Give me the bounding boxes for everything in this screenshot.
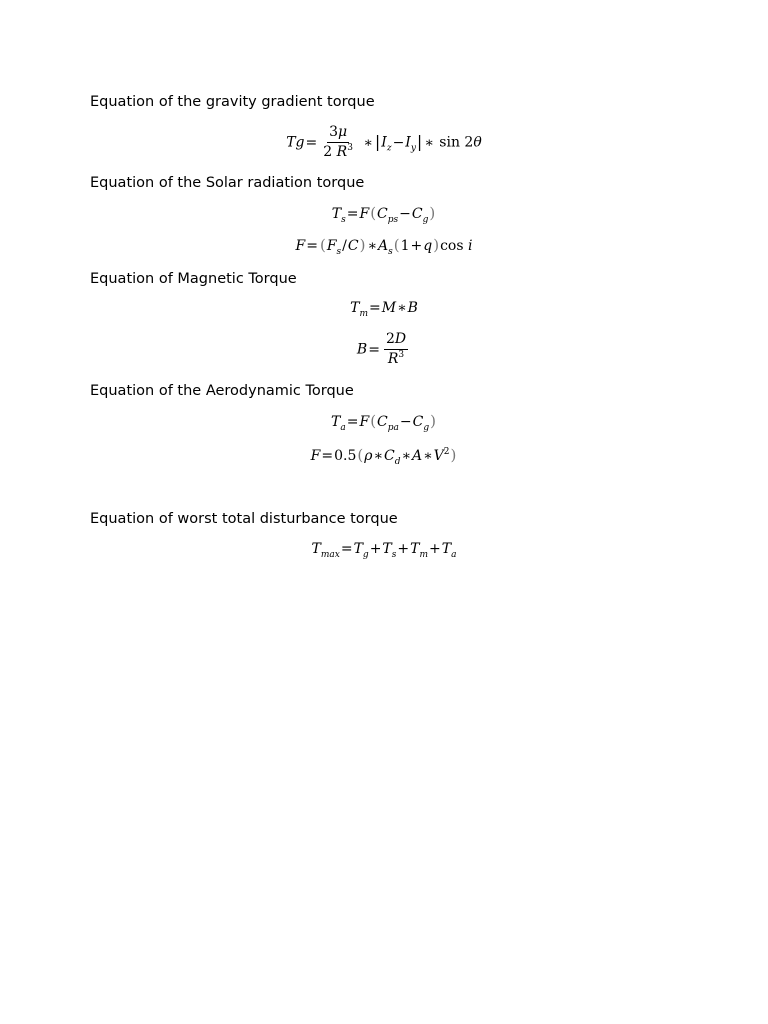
equation-gravity-gradient-torque: Tg= $\frac{3\mu}{2 R^3}$ ∗ $|I_z-I_y|$ ∗ sin 2θ bbox=[286, 124, 482, 160]
equation-magnetic-torque: $T_m=M∗B$ bbox=[350, 300, 418, 319]
heading-gravity-gradient-torque: Equation of the gravity gradient torque bbox=[90, 94, 375, 110]
heading-worst-total-disturbance-torque: Equation of worst total disturbance torque bbox=[90, 511, 398, 527]
equation-magnetic-field: B= $\frac{2D}{R^3}$ bbox=[356, 331, 407, 367]
heading-solar-radiation-torque: Equation of the Solar radiation torque bbox=[90, 175, 365, 191]
equation-solar-torque: $T_s=F(C_{ps}-C_g)$ bbox=[331, 204, 436, 225]
equation-total-disturbance-torque: $T_{max}=T_g+T_s+T_m+T_a$ bbox=[311, 541, 457, 560]
heading-aerodynamic-torque: Equation of the Aerodynamic Torque bbox=[90, 383, 354, 399]
equation-aerodynamic-torque: $T_a=F(C_{pa}-C_g)$ bbox=[331, 412, 436, 433]
equation-aerodynamic-force: $F=0.5(\rho∗C_d∗A∗V^2)$ bbox=[310, 446, 457, 467]
equation-solar-force: $F= (F_s/C)$ $∗A_s(1+q)\cos$ i bbox=[295, 236, 473, 257]
heading-magnetic-torque: Equation of Magnetic Torque bbox=[90, 271, 297, 287]
